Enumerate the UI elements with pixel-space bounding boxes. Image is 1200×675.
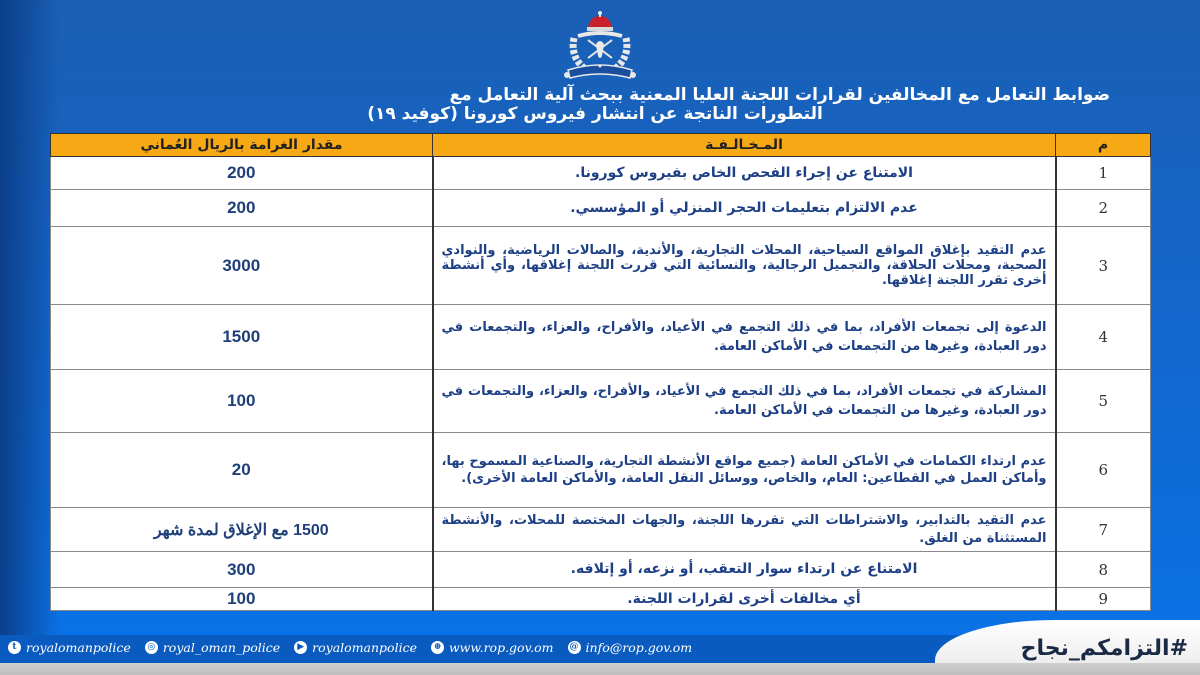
violation-text: عدم ارتداء الكمامات في الأماكن العامة (جميع مواقع الأنشطة التجارية، والصناعية المسموح بها، وأماكن العمل في القطاعين: العام، والخاص، ووسائل النقل العامة، والأماكن العامة الأخرى). (433, 433, 1056, 508)
fine-amount: 100 (51, 370, 433, 433)
row-number: 8 (1056, 552, 1151, 588)
row-number: 6 (1056, 433, 1151, 508)
table-row (51, 227, 1151, 305)
fine-amount: 1500 (51, 305, 433, 370)
violation-text: عدم التقيد بالتدابير، والاشتراطات التي تقررها اللجنة، والجهات المختصة للمحلات، والأنشطة المستثناة من الغلق. (433, 508, 1056, 552)
social-twitter[interactable] (8, 640, 131, 655)
table-row (51, 190, 1151, 227)
violation-text: عدم التقيد بإغلاق المواقع السياحية، المحلات التجارية، والأندية، والصالات الرياضية، والنوادي الصحية، ومحلات الحلاقة، والتجميل الرجالية، والنسائية التي قررت اللجنة إغلاقها، وأي أنشطة أخرى تقرر اللجنة إغلاقها. (433, 227, 1056, 305)
youtube-icon: ▶ (294, 641, 307, 654)
social-email[interactable] (568, 640, 693, 655)
column-header-violation: المـخـالـفـة (433, 134, 1056, 157)
twitter-icon: t (8, 641, 21, 654)
fine-amount: 20 (51, 433, 433, 508)
title-line-2: التطورات الناتجة عن انتشار فيروس كورونا (كوفيد ١٩) (367, 104, 823, 124)
column-header-fine: مقدار الغرامة بالريال العُماني (51, 134, 433, 157)
row-number: 1 (1056, 157, 1151, 190)
instagram-icon: ◎ (145, 641, 158, 654)
social-youtube[interactable] (294, 640, 417, 655)
page-title (80, 86, 1110, 124)
violation-text: أي مخالفات أخرى لقرارات اللجنة. (433, 588, 1056, 611)
fine-amount: 300 (51, 552, 433, 588)
social-website[interactable] (431, 640, 554, 655)
table-row (51, 157, 1151, 190)
violation-text: الامتناع عن إجراء الفحص الخاص بفيروس كورونا. (433, 157, 1056, 190)
row-number: 9 (1056, 588, 1151, 611)
social-label: www.rop.gov.om (448, 640, 554, 655)
social-label: royalomanpolice (312, 640, 417, 655)
fine-amount: 200 (51, 157, 433, 190)
title-line-1: ضوابط التعامل مع المخالفين لقرارات اللجنة العليا المعنية ببحث آلية التعامل مع (449, 85, 1110, 105)
column-header-num: م (1056, 134, 1151, 157)
bottom-strip (0, 663, 1200, 675)
fines-table (50, 133, 1151, 611)
violation-text: المشاركة في تجمعات الأفراد، بما في ذلك التجمع في الأعياد، والأفراح، والعزاء، والتجمعات في دور العبادة، وغيرها من التجمعات في الأماكن العامة. (433, 370, 1056, 433)
violation-text: الامتناع عن ارتداء سوار التعقب، أو نزعه، أو إتلافه. (433, 552, 1056, 588)
table-row (51, 508, 1151, 552)
fine-amount: 100 (51, 588, 433, 611)
row-number: 3 (1056, 227, 1151, 305)
social-instagram[interactable] (145, 640, 280, 655)
social-label: royalomanpolice (26, 640, 131, 655)
table-row (51, 433, 1151, 508)
row-number: 7 (1056, 508, 1151, 552)
fine-amount: 3000 (51, 227, 433, 305)
fine-amount: 1500 مع الإغلاق لمدة شهر (51, 508, 433, 552)
violation-text: الدعوة إلى تجمعات الأفراد، بما في ذلك التجمع في الأعياد، والأفراح، والعزاء، والتجمعات في دور العبادة، وغيرها من التجمعات في الأماكن العامة. (433, 305, 1056, 370)
violation-text: عدم الالتزام بتعليمات الحجر المنزلي أو المؤسسي. (433, 190, 1056, 227)
table-row (51, 370, 1151, 433)
campaign-hashtag: #التزامكم_نجاح (1020, 636, 1188, 661)
table-header-row (51, 134, 1151, 157)
email-icon: @ (569, 642, 579, 652)
row-number: 2 (1056, 190, 1151, 227)
royal-oman-police-emblem-icon (534, 8, 666, 84)
table-row (51, 588, 1151, 611)
table-row (51, 552, 1151, 588)
row-number: 5 (1056, 370, 1151, 433)
fine-amount: 200 (51, 190, 433, 227)
table-row (51, 305, 1151, 370)
social-label: royal_oman_police (162, 640, 281, 655)
row-number: 4 (1056, 305, 1151, 370)
social-links (8, 640, 692, 655)
social-label: info@rop.gov.om (585, 640, 693, 655)
globe-icon: ⊕ (431, 641, 444, 654)
